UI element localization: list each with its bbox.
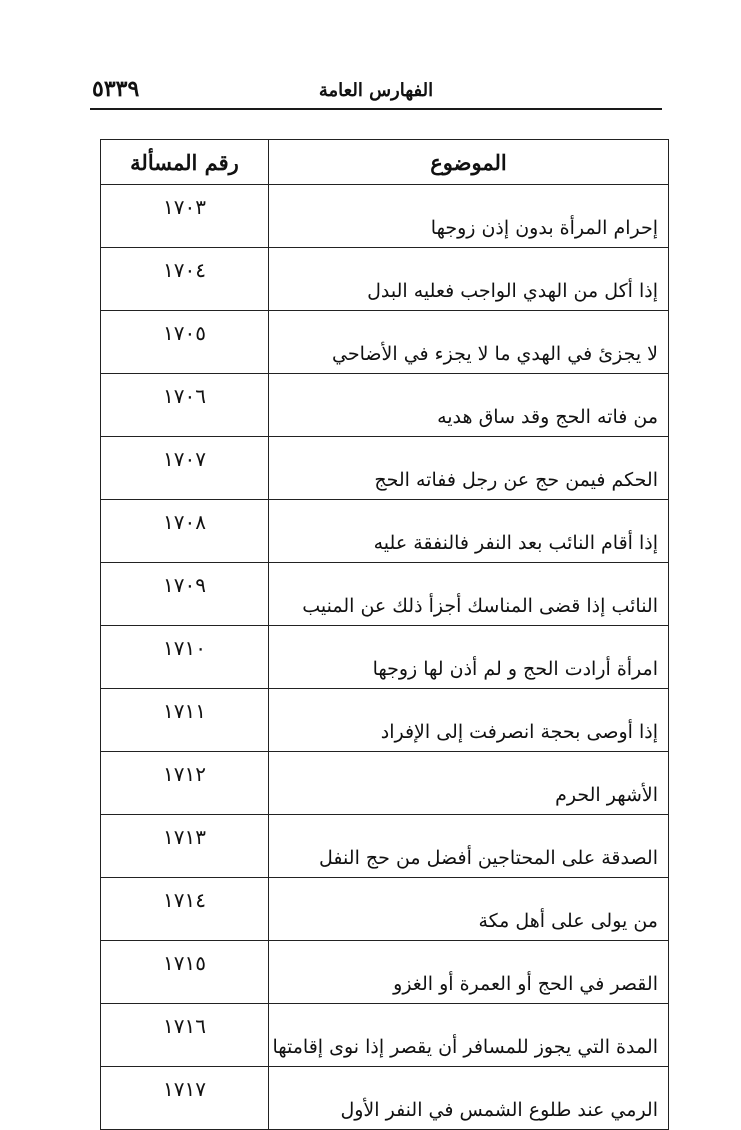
table-row xyxy=(101,185,669,248)
issue-number-cell: ١٧٠٣ xyxy=(101,185,269,248)
issue-number-cell: ١٧١٤ xyxy=(101,878,269,941)
topic-cell: إذا أكل من الهدي الواجب فعليه البدل xyxy=(269,248,669,311)
issue-number-cell: ١٧١٠ xyxy=(101,626,269,689)
topic-cell: الحكم فيمن حج عن رجل ففاته الحج xyxy=(269,437,669,500)
running-title: الفهارس العامة xyxy=(318,80,434,101)
topic-cell: من يولى على أهل مكة xyxy=(269,878,669,941)
table-row xyxy=(101,941,669,1004)
page-header xyxy=(90,74,662,110)
table-row xyxy=(101,248,669,311)
issue-number-cell: ١٧١١ xyxy=(101,689,269,752)
issue-number-cell: ١٧١٧ xyxy=(101,1067,269,1130)
issue-number-cell: ١٧٠٦ xyxy=(101,374,269,437)
table-body xyxy=(101,185,669,1130)
topic-cell: من فاته الحج وقد ساق هديه xyxy=(269,374,669,437)
table-row xyxy=(101,1004,669,1067)
table-row xyxy=(101,563,669,626)
topic-cell: الرمي عند طلوع الشمس في النفر الأول xyxy=(269,1067,669,1130)
issue-number-cell: ١٧١٣ xyxy=(101,815,269,878)
topic-cell: النائب إذا قضى المناسك أجزأ ذلك عن المنيب xyxy=(269,563,669,626)
topic-cell: امرأة أرادت الحج و لم أذن لها زوجها xyxy=(269,626,669,689)
page-number: ٥٣٣٩ xyxy=(92,76,140,102)
table-row xyxy=(101,1067,669,1130)
issue-number-cell: ١٧١٢ xyxy=(101,752,269,815)
topic-cell: إحرام المرأة بدون إذن زوجها xyxy=(269,185,669,248)
issue-number-cell: ١٧٠٧ xyxy=(101,437,269,500)
table-row xyxy=(101,374,669,437)
table-row xyxy=(101,878,669,941)
table-row xyxy=(101,815,669,878)
issue-number-column-header: رقم المسألة xyxy=(101,140,269,185)
topic-cell: الصدقة على المحتاجين أفضل من حج النفل xyxy=(269,815,669,878)
issue-number-cell: ١٧١٥ xyxy=(101,941,269,1004)
table-row xyxy=(101,437,669,500)
table-row xyxy=(101,752,669,815)
table-header-row xyxy=(101,140,669,185)
topic-cell: القصر في الحج أو العمرة أو الغزو xyxy=(269,941,669,1004)
issue-number-cell: ١٧٠٤ xyxy=(101,248,269,311)
topic-column-header: الموضوع xyxy=(269,140,669,185)
table-row xyxy=(101,500,669,563)
topic-cell: إذا أوصى بحجة انصرفت إلى الإفراد xyxy=(269,689,669,752)
table-row xyxy=(101,626,669,689)
topic-cell: المدة التي يجوز للمسافر أن يقصر إذا نوى إقامتها xyxy=(269,1004,669,1067)
topic-cell: الأشهر الحرم xyxy=(269,752,669,815)
topic-cell: إذا أقام النائب بعد النفر فالنفقة عليه xyxy=(269,500,669,563)
table-row xyxy=(101,311,669,374)
issue-number-cell: ١٧١٦ xyxy=(101,1004,269,1067)
topic-cell: لا يجزئ في الهدي ما لا يجزء في الأضاحي xyxy=(269,311,669,374)
table-row xyxy=(101,689,669,752)
issue-number-cell: ١٧٠٩ xyxy=(101,563,269,626)
index-table xyxy=(100,139,669,1130)
issue-number-cell: ١٧٠٨ xyxy=(101,500,269,563)
issue-number-cell: ١٧٠٥ xyxy=(101,311,269,374)
